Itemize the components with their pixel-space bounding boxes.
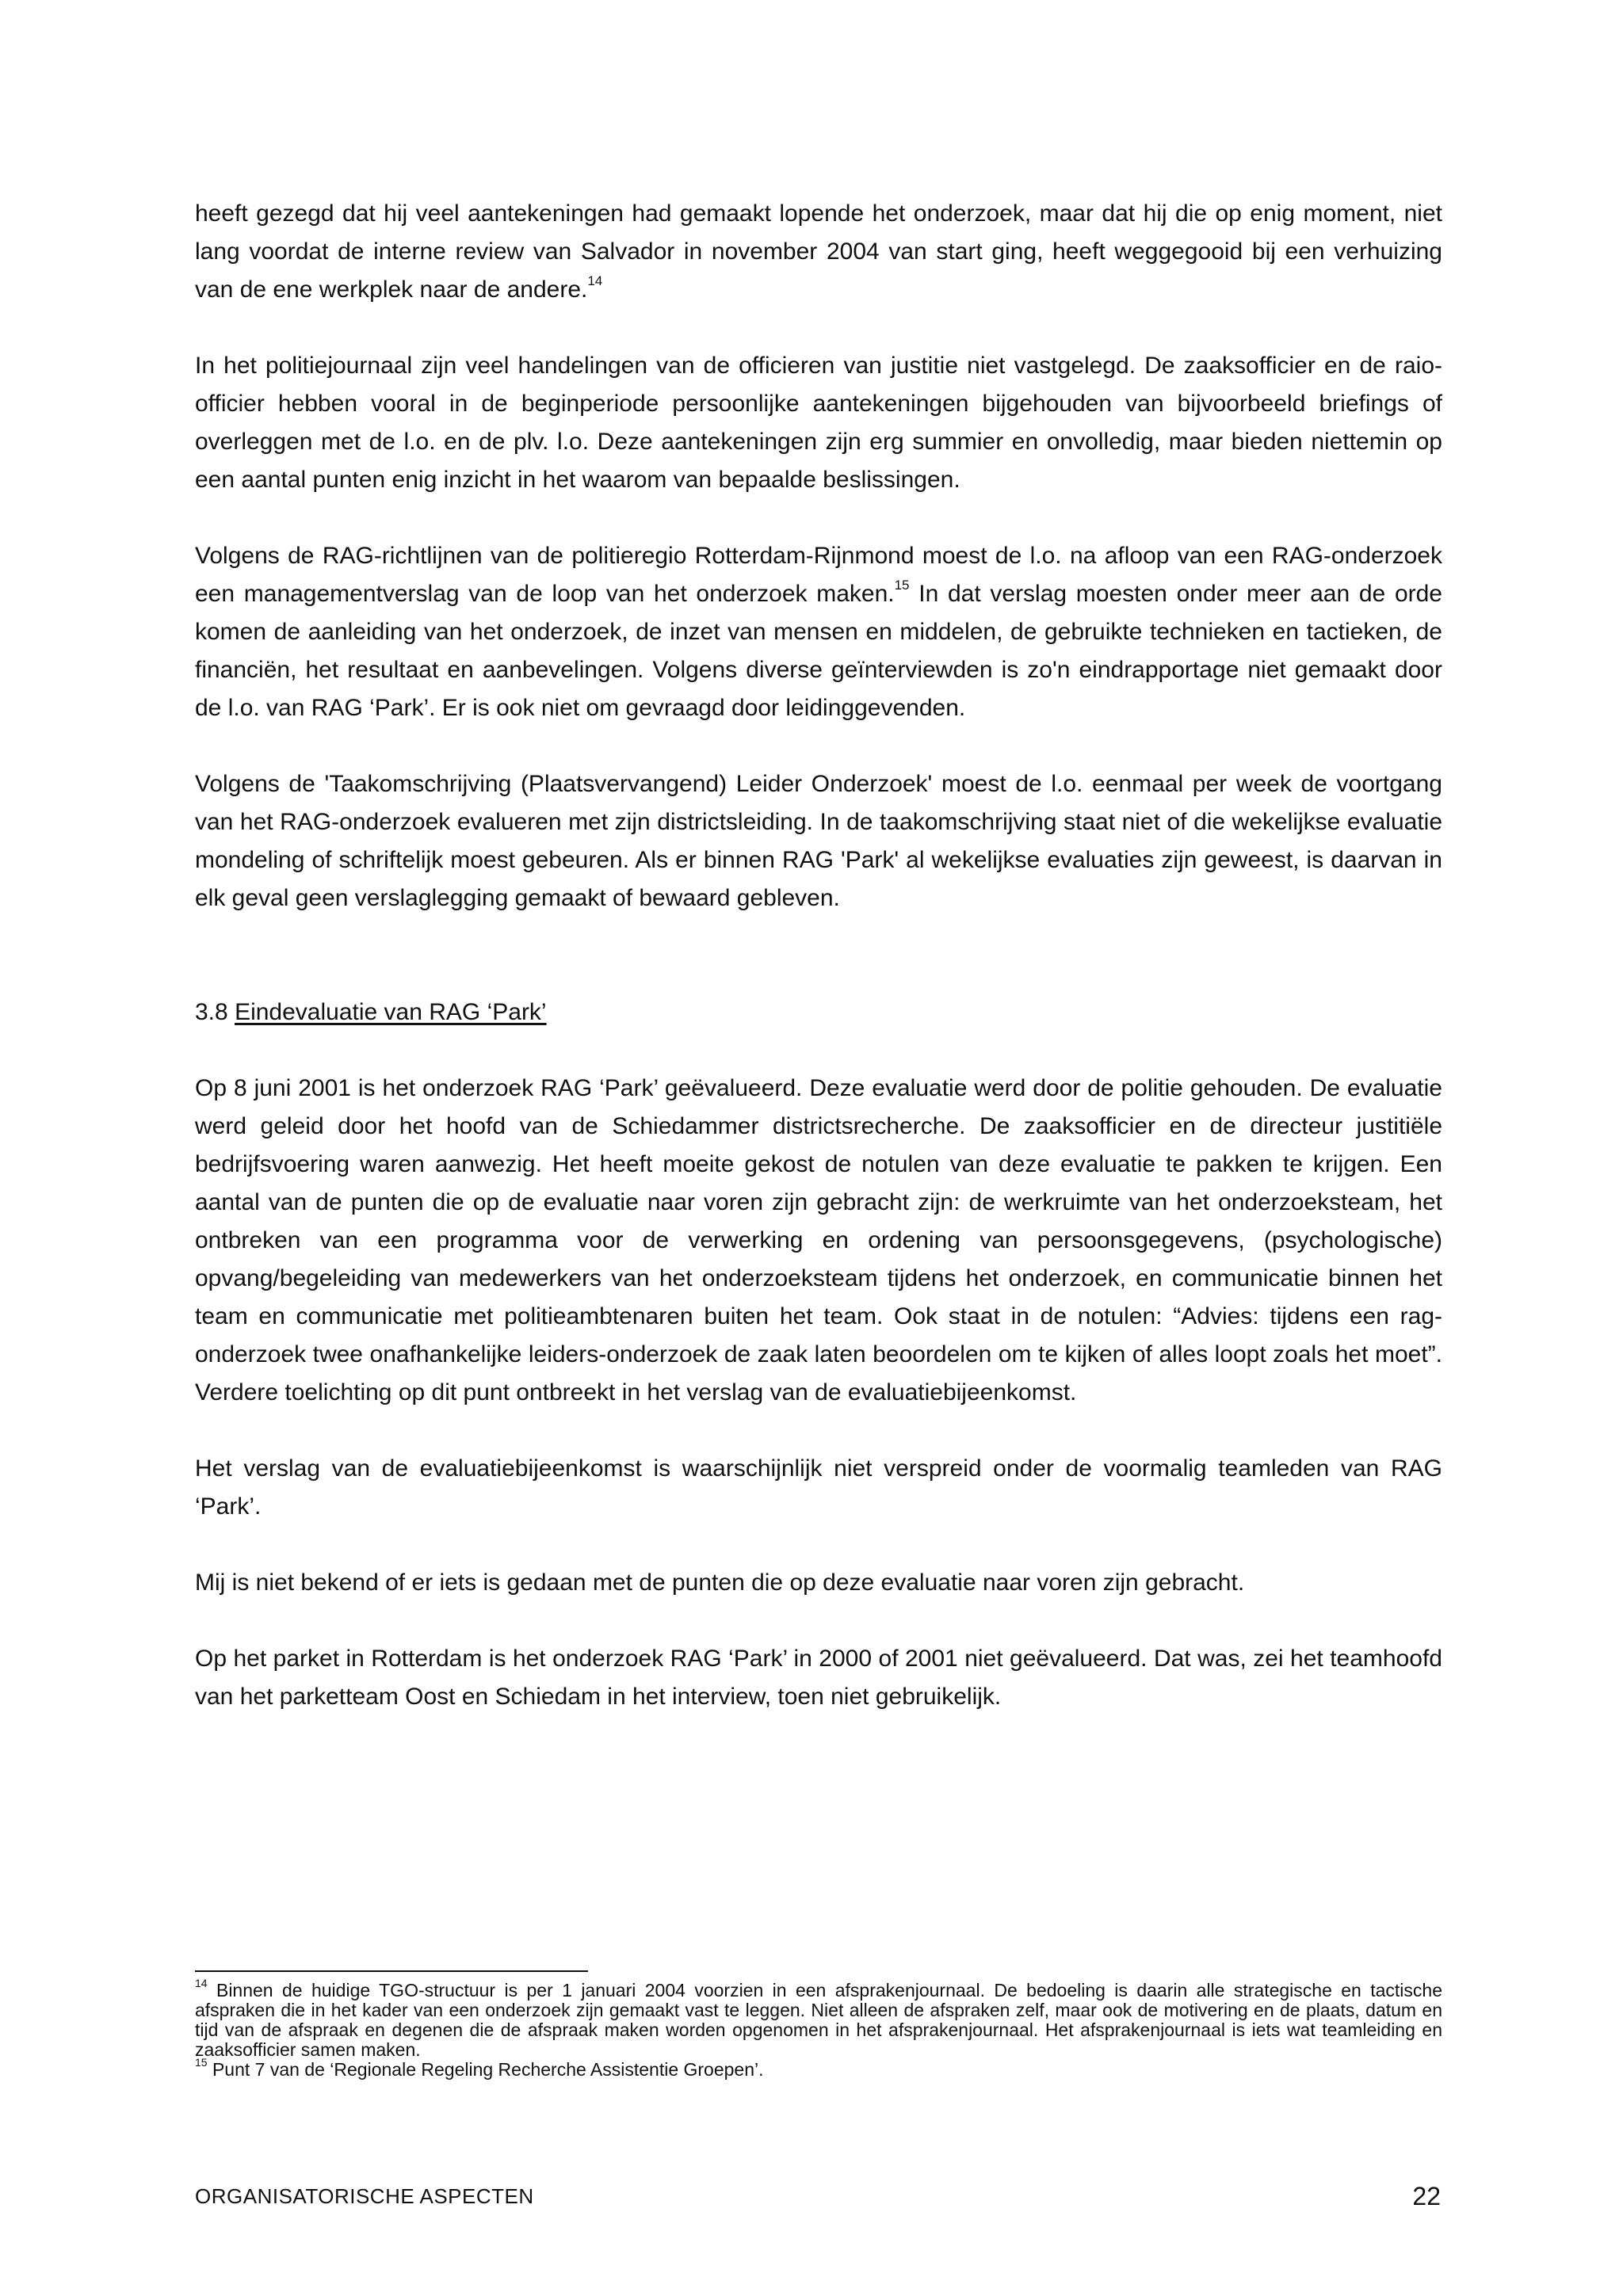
paragraph-1-text: heeft gezegd dat hij veel aantekeningen had gemaakt lopende het onderzoek, maar dat hij die op enig moment, niet lang voordat de interne review van Salvador in november 2004 van start ging, heeft weggegooid bij een verhuizing van de ene werkplek naar de andere. (195, 200, 1442, 303)
section-title: Eindevaluatie van RAG ‘Park’ (235, 999, 547, 1025)
paragraph-6: Het verslag van de evaluatiebijeenkomst is waarschijnlijk niet verspreid onder de voormalig teamleden van RAG ‘Park’. (195, 1455, 1442, 1520)
footer-section-title: ORGANISATORISCHE ASPECTEN (195, 2184, 534, 2208)
body-text (195, 195, 1442, 1716)
paragraph-3 (195, 537, 1442, 727)
paragraph-7: Mij is niet bekend of er iets is gedaan met de punten die op deze evaluatie naar voren zijn gebracht. (195, 1569, 1245, 1596)
footnote-ref-14: 14 (587, 273, 603, 288)
footnote-15 (195, 2056, 1442, 2080)
footnote-number: 14 (195, 1977, 208, 1990)
paragraph-8: Op het parket in Rotterdam is het onderzoek RAG ‘Park’ in 2000 of 2001 niet geëvalueerd. Dat was, zei het teamhoofd van het parketteam Oost en Schiedam in het interview, toen niet gebruikelijk. (195, 1646, 1442, 1710)
paragraph-2: In het politiejournaal zijn veel handelingen van de officieren van justitie niet vastgelegd. De zaaksofficier en de raio-officier hebben vooral in de beginperiode persoonlijke aantekeningen bijgehouden van bijvoorbeeld briefings of overleggen met de l.o. en de plv. l.o. Deze aantekeningen zijn erg summier en onvolledig, maar bieden niettemin op een aantal punten enig inzicht in het waarom van bepaalde beslissingen. (195, 353, 1442, 493)
section-heading (195, 994, 1442, 1032)
page-number: 22 (1412, 2182, 1441, 2210)
paragraph-3-text-before: Volgens de RAG-richtlijnen van de politieregio Rotterdam-Rijnmond moest de l.o. na afloop van een RAG-onderzoek een managementverslag van de loop van het onderzoek maken. (195, 543, 1442, 607)
footnotes (195, 1977, 1442, 2080)
footnote-ref-15: 15 (894, 578, 910, 593)
section-number: 3.8 (195, 999, 228, 1025)
paragraph-3-text-after: In dat verslag moesten onder meer aan de orde komen de aanleiding van het onderzoek, de inzet van mensen en middelen, de gebruikte technieken en tactieken, de financiën, het resultaat en aanbevelingen. Volgens diverse geïnterviewden is zo'n eindrapportage niet gemaakt door de l.o. van RAG ‘Park’. Er is ook niet om gevraagd door leidinggevenden. (195, 581, 1442, 721)
footnote-text: Punt 7 van de ‘Regionale Regeling Recherche Assistentie Groepen’. (207, 2059, 764, 2080)
footnote-text: Binnen de huidige TGO-structuur is per 1 januari 2004 voorzien in een afsprakenjournaal. De bedoeling is daarin alle strategische en tactische afspraken die in het kader van een onderzoek zijn gemaakt vast te leggen. Niet alleen de afspraken zelf, maar ook de motivering en de plaats, datum en tijd van de afspraak en degenen die de afspraak maken worden opgenomen in het afsprakenjournaal. Het afsprakenjournaal is iets wat teamleiding en zaaksofficier samen maken. (195, 1980, 1442, 2060)
footnote-14 (195, 1977, 1442, 2060)
footnote-number: 15 (195, 2056, 208, 2069)
paragraph-1 (195, 195, 1442, 309)
footnote-separator (195, 1970, 588, 1972)
paragraph-5: Op 8 juni 2001 is het onderzoek RAG ‘Park’ geëvalueerd. Deze evaluatie werd door de politie gehouden. De evaluatie werd geleid door het hoofd van de Schiedammer districtsrecherche. De zaaksofficier en de directeur justitiële bedrijfsvoering waren aanwezig. Het heeft moeite gekost de notulen van deze evaluatie te pakken te krijgen. Een aantal van de punten die op de evaluatie naar voren zijn gebracht zijn: de werkruimte van het onderzoeksteam, het ontbreken van een programma voor de verwerking en ordening van persoonsgegevens, (psychologische) opvang/begeleiding van medewerkers van het onderzoeksteam tijdens het onderzoek, en communicatie binnen het team en communicatie met politieambtenaren buiten het team. Ook staat in de notulen: “Advies: tijdens een rag-onderzoek twee onafhankelijke leiders-onderzoek de zaak laten beoordelen om te kijken of alles loopt zoals het moet”. Verdere toelichting op dit punt ontbreekt in het verslag van de evaluatiebijeenkomst. (195, 1075, 1442, 1405)
paragraph-4: Volgens de 'Taakomschrijving (Plaatsvervangend) Leider Onderzoek' moest de l.o. eenmaal per week de voortgang van het RAG-onderzoek evalueren met zijn districtsleiding. In de taakomschrijving staat niet of die wekelijkse evaluatie mondeling of schriftelijk moest gebeuren. Als er binnen RAG 'Park' al wekelijkse evaluaties zijn geweest, is daarvan in elk geval geen verslaglegging gemaakt of bewaard gebleven. (195, 771, 1442, 911)
